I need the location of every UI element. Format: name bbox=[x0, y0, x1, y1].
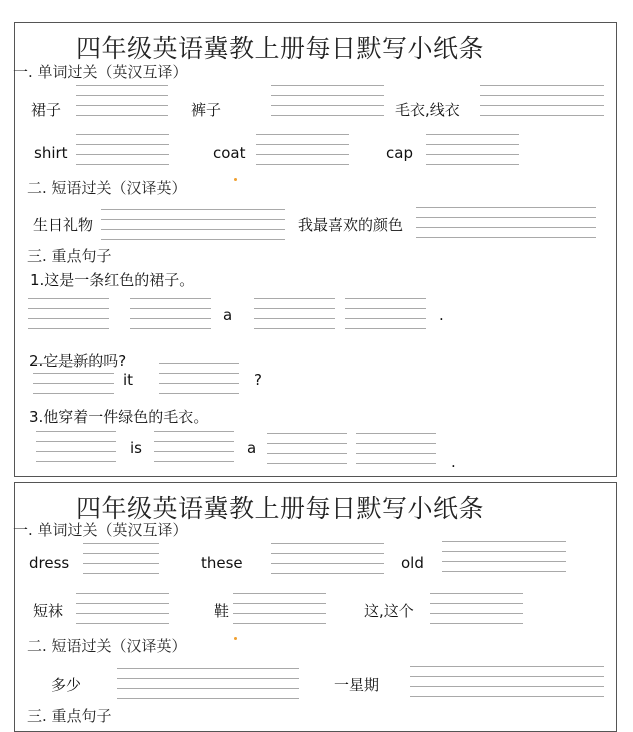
four-line-answer-field[interactable] bbox=[271, 85, 384, 119]
four-line-answer-field[interactable] bbox=[117, 668, 299, 700]
section-heading-vocabulary: 一. 单词过关（英汉互译） bbox=[13, 63, 188, 81]
section-heading-phrases: 二. 短语过关（汉译英） bbox=[27, 637, 187, 655]
given-word: a bbox=[223, 306, 233, 324]
card-title: 四年级英语冀教上册每日默写小纸条 bbox=[76, 494, 485, 523]
word-prompt: 鞋 bbox=[214, 602, 230, 620]
phrase-prompt: 我最喜欢的颜色 bbox=[298, 216, 404, 234]
phrase-prompt: 多少 bbox=[51, 676, 82, 694]
dictation-card-1 bbox=[14, 22, 617, 477]
four-line-answer-field[interactable] bbox=[76, 134, 169, 166]
four-line-answer-field[interactable] bbox=[159, 363, 239, 395]
four-line-answer-field[interactable] bbox=[83, 543, 159, 575]
four-line-answer-field[interactable] bbox=[28, 298, 109, 330]
section-heading-vocabulary: 一. 单词过关（英汉互译） bbox=[13, 521, 188, 539]
word-prompt: old bbox=[401, 554, 424, 572]
section-heading-sentences: 三. 重点句子 bbox=[27, 707, 112, 725]
punctuation: . bbox=[439, 306, 444, 324]
dictation-card-2 bbox=[14, 482, 617, 732]
given-word: a bbox=[247, 439, 257, 457]
four-line-answer-field[interactable] bbox=[254, 298, 335, 330]
word-prompt: 短袜 bbox=[33, 602, 64, 620]
four-line-answer-field[interactable] bbox=[356, 433, 436, 463]
four-line-answer-field[interactable] bbox=[430, 593, 523, 625]
four-line-answer-field[interactable] bbox=[76, 85, 168, 119]
punctuation: ? bbox=[254, 371, 262, 389]
word-prompt: 裤子 bbox=[191, 101, 222, 119]
four-line-answer-field[interactable] bbox=[130, 298, 211, 330]
four-line-answer-field[interactable] bbox=[426, 134, 519, 166]
four-line-answer-field[interactable] bbox=[442, 541, 566, 573]
word-prompt: shirt bbox=[34, 144, 68, 162]
four-line-answer-field[interactable] bbox=[233, 593, 326, 625]
four-line-answer-field[interactable] bbox=[480, 85, 604, 119]
given-word: it bbox=[123, 371, 134, 389]
decorative-dot bbox=[234, 637, 237, 640]
section-heading-sentences: 三. 重点句子 bbox=[27, 247, 112, 265]
word-prompt: 这,这个 bbox=[364, 602, 414, 620]
four-line-answer-field[interactable] bbox=[101, 209, 285, 241]
word-prompt: these bbox=[201, 554, 243, 572]
four-line-answer-field[interactable] bbox=[271, 543, 384, 575]
phrase-prompt: 一星期 bbox=[334, 676, 380, 694]
four-line-answer-field[interactable] bbox=[345, 298, 426, 330]
sentence-prompt: 3.他穿着一件绿色的毛衣。 bbox=[29, 408, 209, 426]
given-word: is bbox=[130, 439, 142, 457]
four-line-answer-field[interactable] bbox=[256, 134, 349, 166]
card-title: 四年级英语冀教上册每日默写小纸条 bbox=[76, 34, 485, 63]
four-line-answer-field[interactable] bbox=[33, 363, 114, 395]
four-line-answer-field[interactable] bbox=[36, 431, 116, 461]
four-line-answer-field[interactable] bbox=[267, 433, 347, 463]
four-line-answer-field[interactable] bbox=[410, 666, 604, 698]
word-prompt: 毛衣,线衣 bbox=[395, 101, 460, 119]
section-heading-phrases: 二. 短语过关（汉译英） bbox=[27, 179, 187, 197]
phrase-prompt: 生日礼物 bbox=[33, 216, 94, 234]
word-prompt: coat bbox=[213, 144, 246, 162]
four-line-answer-field[interactable] bbox=[154, 431, 234, 461]
punctuation: . bbox=[451, 453, 456, 471]
word-prompt: cap bbox=[386, 144, 413, 162]
four-line-answer-field[interactable] bbox=[76, 593, 169, 625]
decorative-dot bbox=[234, 178, 237, 181]
four-line-answer-field[interactable] bbox=[416, 207, 596, 239]
word-prompt: dress bbox=[29, 554, 70, 572]
sentence-prompt: 2.它是新的吗? bbox=[29, 352, 127, 370]
sentence-prompt: 1.这是一条红色的裙子。 bbox=[30, 271, 195, 289]
word-prompt: 裙子 bbox=[31, 101, 62, 119]
